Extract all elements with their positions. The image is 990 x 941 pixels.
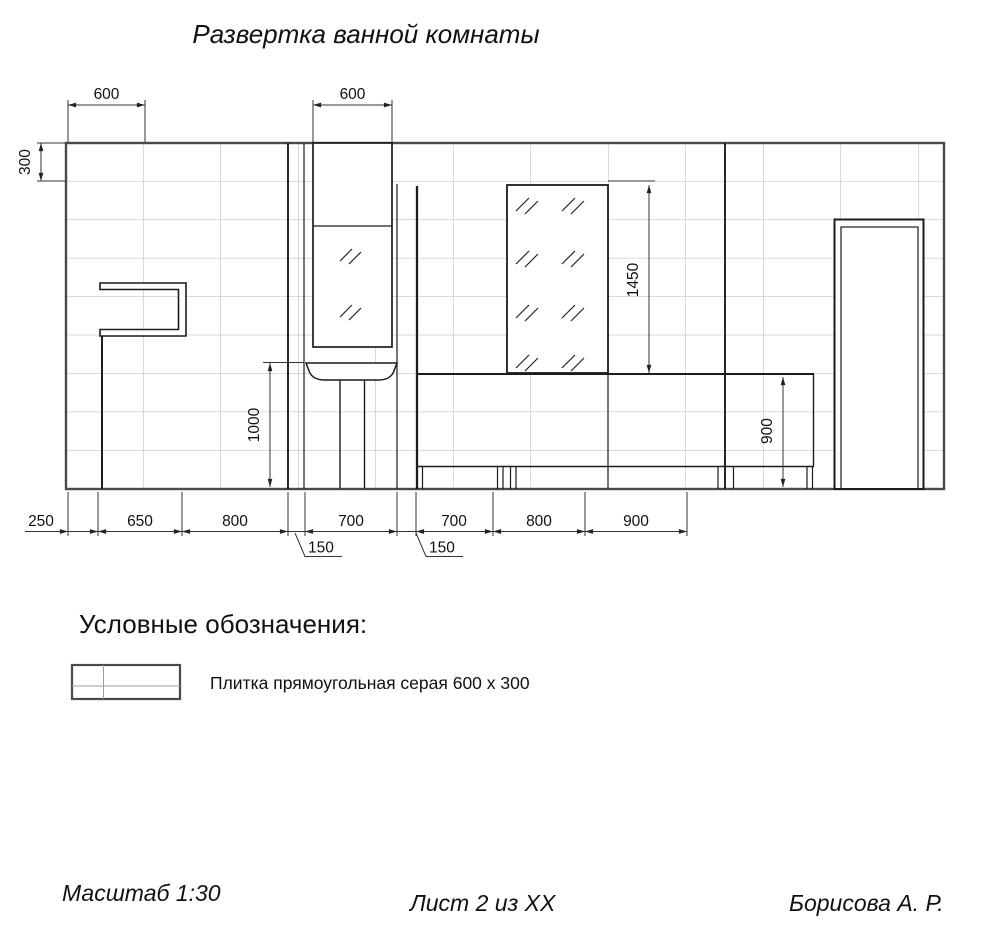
author-label: Борисова А. Р.	[789, 890, 944, 916]
svg-text:800: 800	[222, 513, 248, 530]
svg-text:150: 150	[308, 539, 334, 557]
dim-return-150-left	[295, 533, 342, 557]
svg-text:250: 250	[28, 513, 54, 530]
dim-top-left-600	[68, 86, 145, 142]
svg-text:1450: 1450	[625, 262, 642, 298]
legend-tile-label: Плитка прямоугольная серая 600 х 300	[210, 673, 530, 693]
svg-text:900: 900	[759, 418, 776, 444]
svg-text:650: 650	[127, 513, 153, 530]
scale-label: Масштаб 1:30	[62, 880, 221, 906]
svg-text:600: 600	[339, 86, 366, 103]
door	[835, 220, 924, 490]
dim-return-150-right	[416, 533, 463, 557]
svg-text:700: 700	[338, 513, 364, 530]
dim-cabinet-600	[313, 86, 392, 142]
svg-text:150: 150	[429, 539, 455, 557]
dim-bottom-chain	[25, 492, 687, 536]
dim-tile-300	[17, 143, 66, 181]
tiled-wall	[66, 143, 944, 489]
svg-text:900: 900	[623, 513, 649, 530]
svg-text:1000: 1000	[246, 407, 263, 443]
legend-heading: Условные обозначения:	[79, 609, 368, 639]
svg-text:300: 300	[17, 149, 34, 175]
wall-mirror	[507, 185, 608, 373]
svg-text:600: 600	[93, 86, 120, 103]
svg-text:700: 700	[441, 513, 467, 530]
sheet-label: Лист 2 из ХХ	[410, 890, 556, 916]
mirror-cabinet	[313, 143, 392, 347]
svg-text:800: 800	[526, 513, 552, 530]
legend	[72, 609, 530, 699]
legend-tile-swatch	[72, 665, 180, 699]
drawing-title: Развертка ванной комнаты	[192, 19, 540, 49]
title-block	[62, 880, 944, 916]
